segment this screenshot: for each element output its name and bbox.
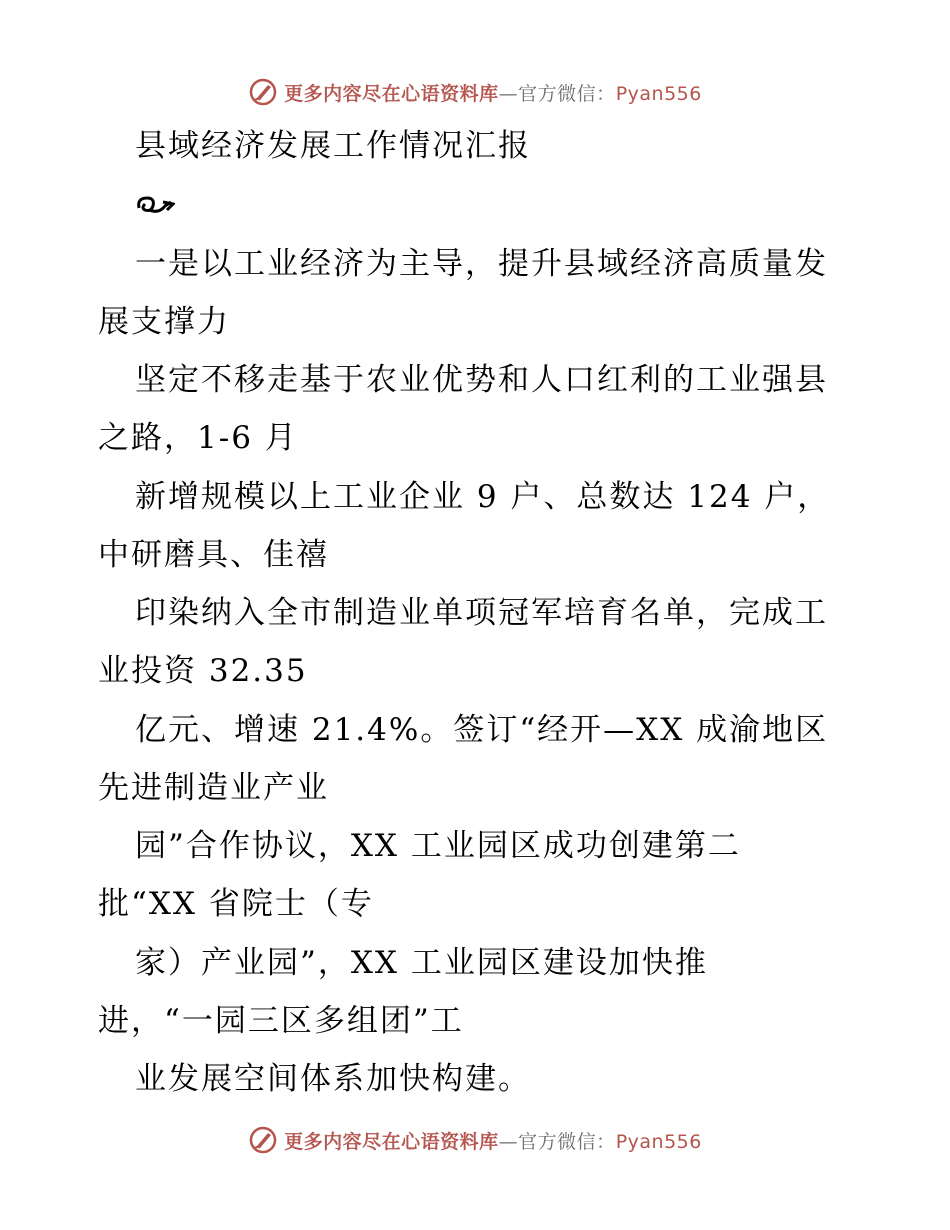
footer-banner-text-cn: 更多内容尽在心语资料库 [284,1130,499,1153]
banner-separator: — [498,82,519,105]
body-line-15: 业发展空间体系加快构建。 [135,1061,531,1097]
footer-banner-text [284,1127,702,1154]
body-line-4: 之路，1-6 月 [98,420,298,456]
document-title: 县域经济发展工作情况汇报 [135,128,531,164]
decorative-swirl-icon [135,190,175,220]
body-line-12: 批“XX 省院士（专 [98,886,374,922]
footer-banner-wechat-id: Pyan556 [615,1130,702,1153]
body-line-7: 印染纳入全市制造业单项冠军培育名单，完成工 [135,595,828,631]
body-line-8: 业投资 32.35 [98,653,308,689]
body-line-1: 一是以工业经济为主导，提升县域经济高质量发 [135,246,828,282]
body-line-14: 进，“一园三区多组团”工 [98,1003,464,1039]
body-line-6: 中研磨具、佳禧 [98,537,329,573]
banner-text [284,79,702,106]
body-line-10: 先进制造业产业 [98,770,329,806]
header-banner [0,72,950,112]
banner-label: 官方微信： [518,82,616,105]
body-line-11: 园”合作协议，XX 工业园区成功创建第二 [135,828,741,864]
body-line-5: 新增规模以上工业企业 9 户、总数达 124 户， [135,479,831,515]
footer-banner-separator: — [498,1130,519,1153]
banner-text-cn: 更多内容尽在心语资料库 [284,82,499,105]
footer-banner [0,1120,950,1160]
body-line-2: 展支撑力 [98,304,230,340]
pen-circle-logo-icon [248,1125,278,1155]
banner-wechat-id: Pyan556 [615,82,702,105]
body-line-13: 家）产业园”，XX 工业园区建设加快推 [135,945,708,981]
pen-circle-logo-icon [248,77,278,107]
body-line-9: 亿元、增速 21.4%。签订“经开—XX 成渝地区 [135,712,829,748]
body-line-3: 坚定不移走基于农业优势和人口红利的工业强县 [135,362,828,398]
footer-banner-label: 官方微信： [518,1130,616,1153]
